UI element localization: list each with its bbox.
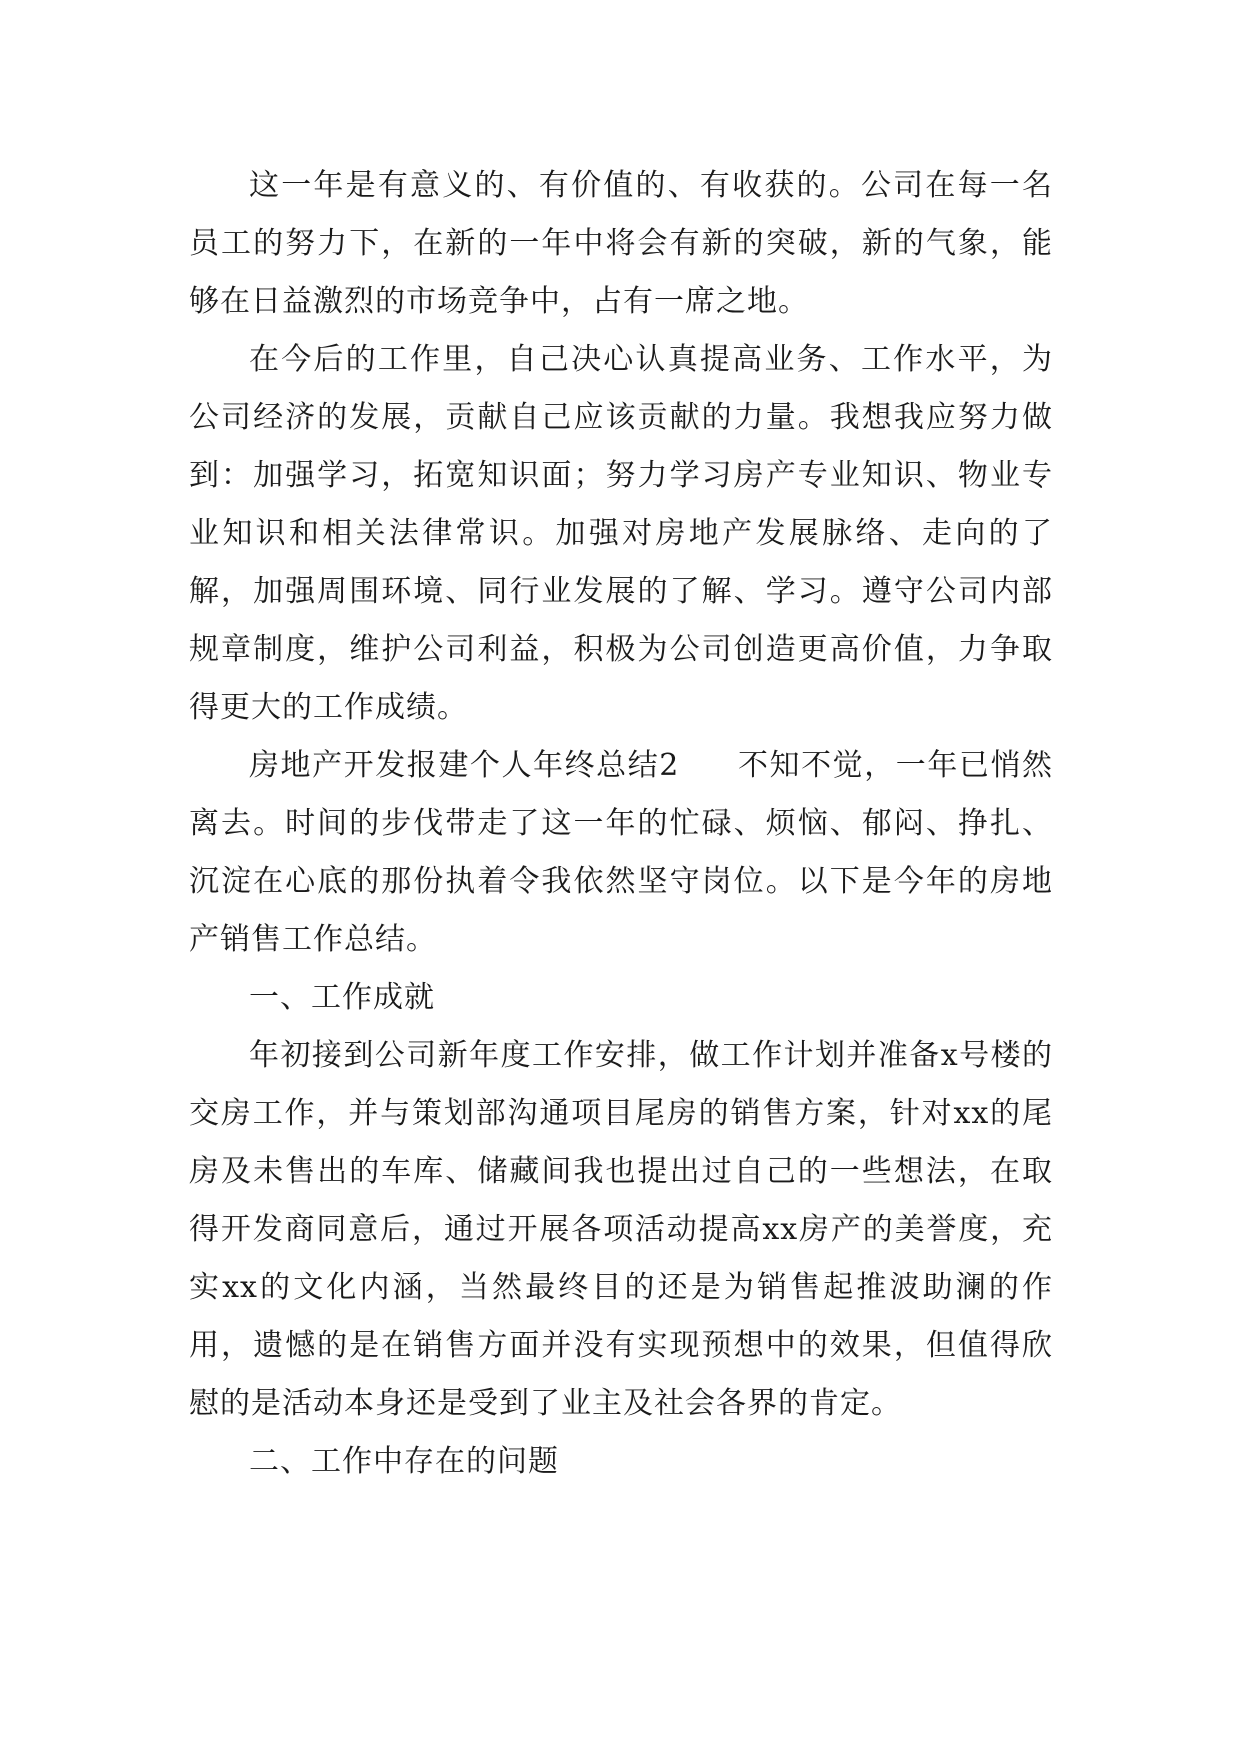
document-body	[189, 157, 1053, 1491]
summary-2-intro: 不知不觉，一年已悄然离去。时间的步伐带走了这一年的忙碌、烦恼、郁闷、挣扎、沉淀在心底的那份执着令我依然坚守岗位。以下是今年的房地产销售工作总结。	[189, 748, 1054, 957]
paragraph-company-outlook: 这一年是有意义的、有价值的、有收获的。公司在每一名员工的努力下，在新的一年中将会有新的突破，新的气象，能够在日益激烈的市场竞争中，占有一席之地。	[189, 168, 1053, 319]
paragraph-summary-2	[189, 737, 1053, 969]
heading-achievements: 一、工作成就	[249, 980, 435, 1015]
paragraph-future-work: 在今后的工作里，自己决心认真提高业务、工作水平，为公司经济的发展，贡献自己应该贡献的力量。我想我应努力做到：加强学习，拓宽知识面；努力学习房产专业知识、物业专业知识和相关法律常识。加强对房地产发展脉络、走向的了解，加强周围环境、同行业发展的了解、学习。遵守公司内部规章制度，维护公司利益，积极为公司创造更高价值，力争取得更大的工作成绩。	[189, 342, 1053, 725]
heading-problems: 二、工作中存在的问题	[249, 1444, 559, 1479]
summary-2-title: 房地产开发报建个人年终总结2	[249, 748, 680, 783]
paragraph-achievements: 年初接到公司新年度工作安排，做工作计划并准备x号楼的交房工作，并与策划部沟通项目尾房的销售方案，针对xx的尾房及未售出的车库、储藏间我也提出过自己的一些想法，在取得开发商同意后，通过开展各项活动提高xx房产的美誉度，充实xx的文化内涵，当然最终目的还是为销售起推波助澜的作用，遗憾的是在销售方面并没有实现预想中的效果，但值得欣慰的是活动本身还是受到了业主及社会各界的肯定。	[189, 1038, 1053, 1421]
